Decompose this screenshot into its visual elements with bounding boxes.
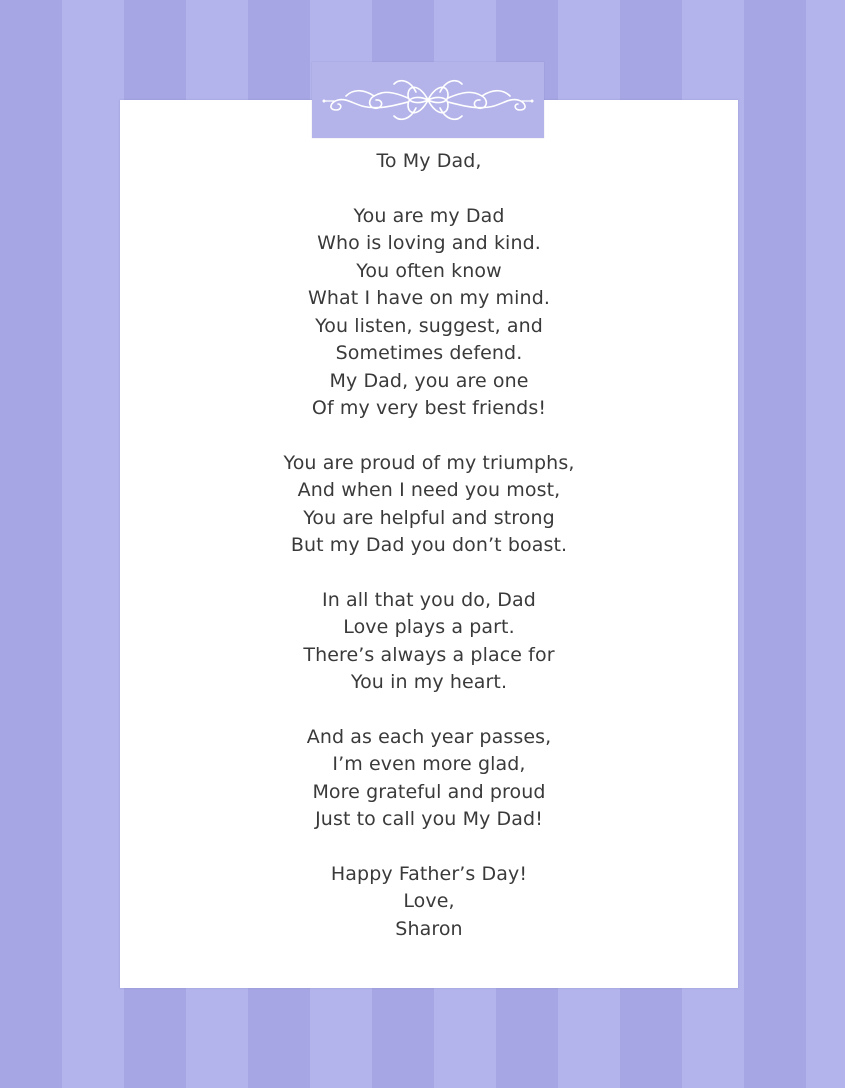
- closing-wish: Happy Father’s Day!: [330, 862, 528, 885]
- poem: [120, 148, 738, 943]
- closing-signoff: Love,: [403, 890, 455, 912]
- poem-line: There’s always a place for: [303, 643, 555, 666]
- poem-line: You are proud of my triumphs,: [283, 451, 575, 474]
- poem-line: In all that you do, Dad: [322, 588, 536, 611]
- ornament-plate: [312, 62, 544, 138]
- poem-line: What I have on my mind.: [308, 287, 550, 309]
- poem-line: Who is loving and kind.: [317, 232, 541, 254]
- poem-line: Of my very best friends!: [311, 397, 547, 419]
- stanza-1: [120, 203, 738, 423]
- poem-line: You in my heart.: [350, 671, 508, 693]
- poem-line: Sometimes defend.: [335, 342, 523, 364]
- poem-line: I’m even more glad,: [332, 753, 526, 775]
- stanza-4: [120, 724, 738, 834]
- poem-line: But my Dad you don’t boast.: [290, 534, 568, 556]
- poem-line: Just to call you My Dad!: [315, 808, 543, 830]
- signature: Sharon: [395, 917, 463, 940]
- poem-line: Love plays a part.: [343, 616, 515, 638]
- flourish-ornament-icon: [312, 62, 544, 138]
- poem-line: My Dad, you are one: [329, 369, 529, 392]
- poem-line: And as each year passes,: [306, 725, 552, 748]
- poem-line: You listen, suggest, and: [315, 314, 543, 337]
- poem-line: You are helpful and strong: [303, 506, 555, 529]
- stanza-2: [120, 450, 738, 560]
- poem-line: You are my Dad: [353, 204, 505, 227]
- closing: [120, 861, 738, 944]
- poem-line: You often know: [356, 259, 502, 282]
- poem-line: More grateful and proud: [312, 780, 546, 803]
- poem-line: And when I need you most,: [297, 479, 561, 501]
- greeting: To My Dad,: [376, 150, 482, 172]
- stanza-3: [120, 587, 738, 697]
